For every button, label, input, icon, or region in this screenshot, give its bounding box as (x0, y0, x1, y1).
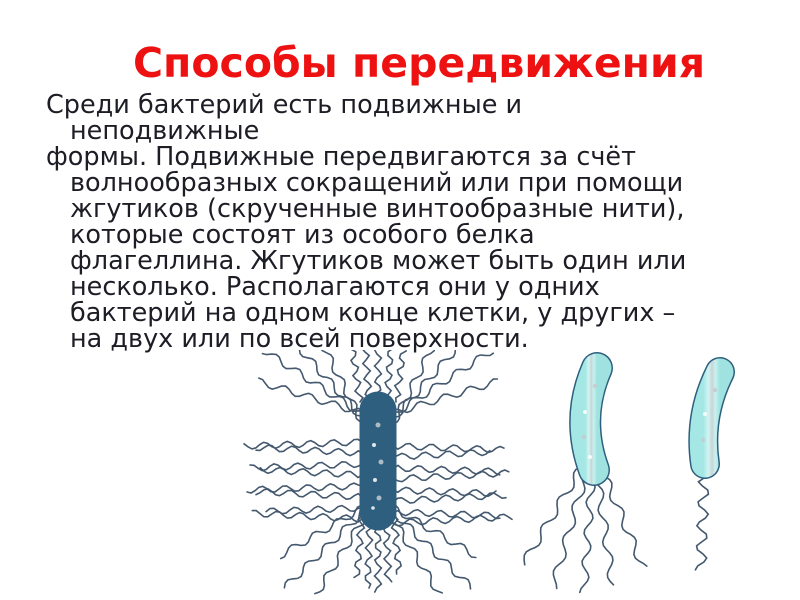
body-line: Среди бактерий есть подвижные и (46, 90, 523, 120)
body-line: неподвижные (70, 116, 260, 146)
body-text-block (46, 92, 776, 352)
body-line: на двух или по всей поверхности. (70, 324, 529, 354)
lophotrichous-bacterium-svg (515, 352, 650, 598)
body-line: жгутиков (скрученные винтообразные нити), (70, 194, 685, 224)
body-line: волнообразных сокращений или при помощи (70, 168, 684, 198)
peritrichous-bacterium-illustration (238, 350, 518, 598)
monotrichous-bacterium-svg (658, 352, 768, 584)
slide-title: Способы передвижения (132, 39, 706, 87)
peritrichous-bacterium-svg (238, 350, 518, 598)
body-line: формы. Подвижные передвигаются за счёт (46, 142, 636, 172)
body-line: флагеллина. Жгутиков может быть один или (70, 246, 687, 276)
body-line: несколько. Располагаются они у одних (70, 272, 600, 302)
body-line: бактерий на одном конце клетки, у других – (70, 298, 676, 328)
monotrichous-bacterium-illustration (658, 352, 768, 584)
body-line: которые состоят из особого белка (70, 220, 535, 250)
lophotrichous-bacterium-illustration (515, 352, 650, 598)
